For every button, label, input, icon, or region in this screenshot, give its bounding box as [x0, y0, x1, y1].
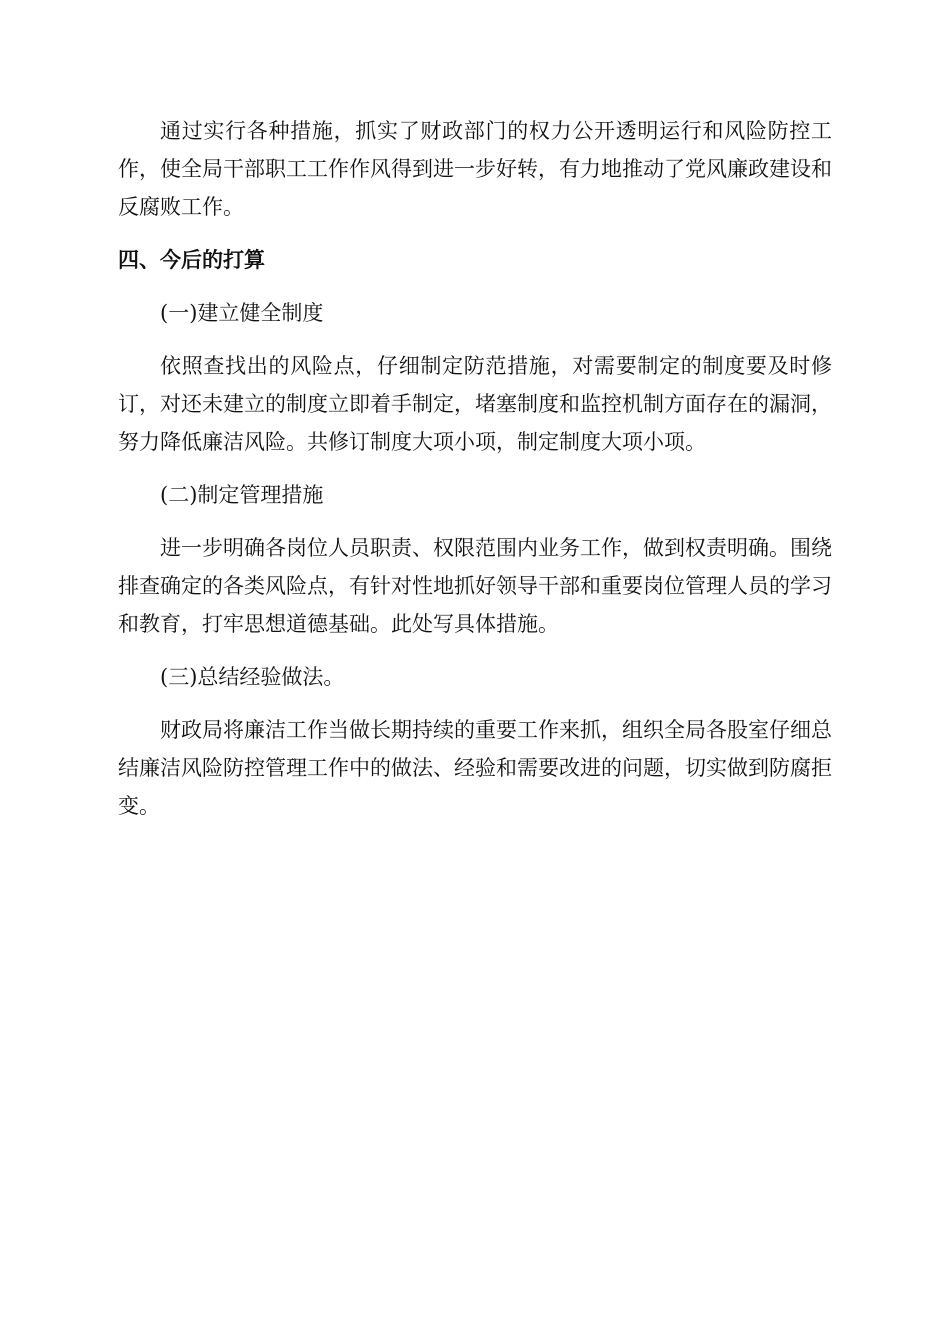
- section-heading-future-plans: 四、今后的打算: [118, 248, 265, 272]
- paragraph-summarize-experience: 财政局将廉洁工作当做长期持续的重要工作来抓，组织全局各股室仔细总结廉洁风险防控管理工作中的做法、经验和需要改进的问题，切实做到防腐拒变。: [118, 718, 832, 818]
- subheading-summarize-experience: (三)总结经验做法。: [160, 665, 345, 689]
- subheading-management-measures: (二)制定管理措施: [160, 483, 324, 507]
- paragraph-build-system: 依照查找出的风险点，仔细制定防范措施，对需要制定的制度要及时修订，对还未建立的制度立即着手制定，堵塞制度和监控机制方面存在的漏洞，努力降低廉洁风险。共修订制度大项小项，制定制度大项小项。: [118, 354, 832, 454]
- document-page: [118, 112, 832, 840]
- paragraph-management-measures: 进一步明确各岗位人员职责、权限范围内业务工作，做到权责明确。围绕排查确定的各类风险点，有针对性地抓好领导干部和重要岗位管理人员的学习和教育，打牢思想道德基础。此处写具体措施。: [118, 536, 832, 636]
- paragraph-results: 通过实行各种措施，抓实了财政部门的权力公开透明运行和风险防控工作，使全局干部职工工作作风得到进一步好转，有力地推动了党风廉政建设和反腐败工作。: [118, 119, 832, 219]
- subheading-build-system: (一)建立健全制度: [160, 301, 324, 325]
